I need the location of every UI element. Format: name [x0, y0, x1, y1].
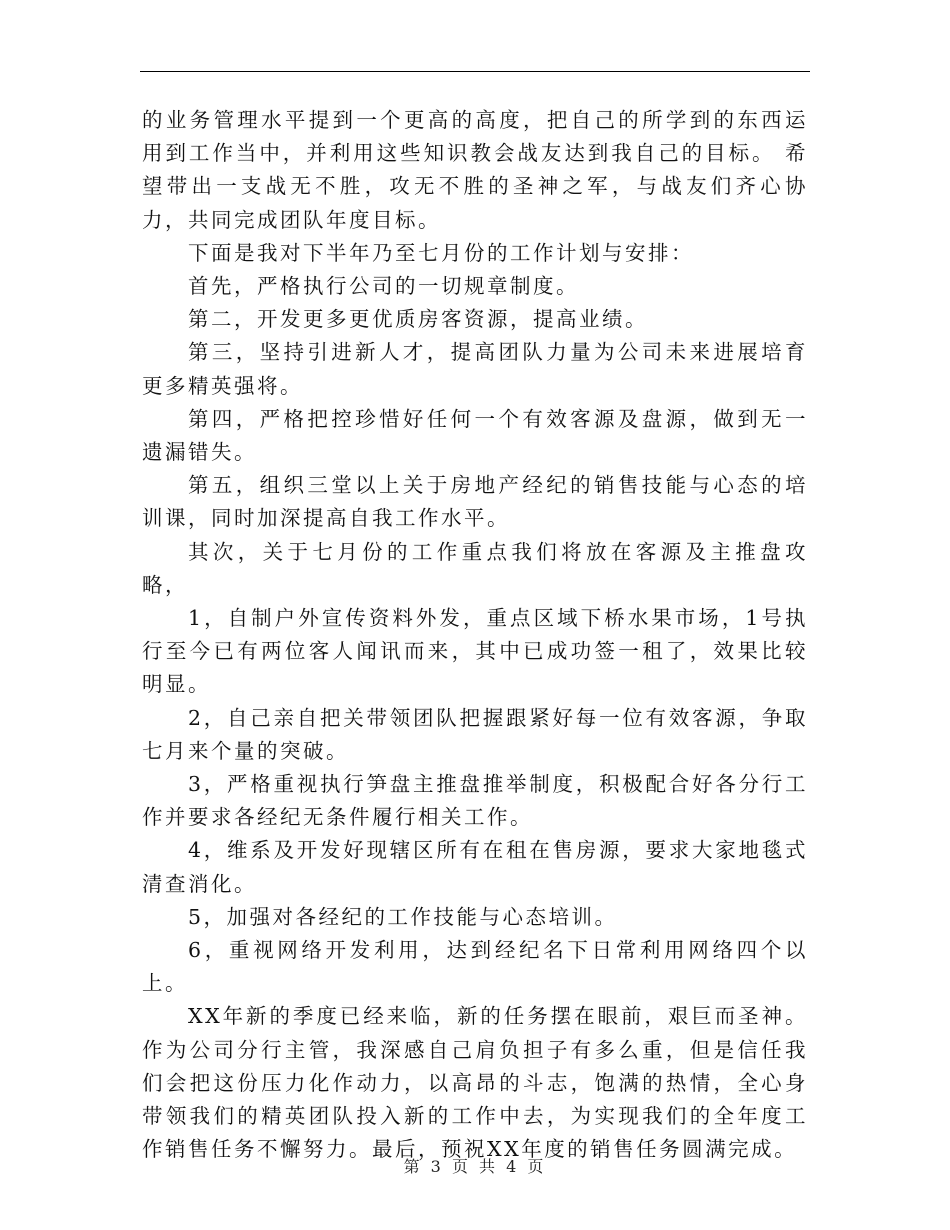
paragraph-9: 1，自制户外宣传资料外发，重点区域下桥水果市场，1号执行至今已有两位客人闻讯而来，其中已成功签一租了，效果比较明显。 [142, 606, 808, 697]
paragraph-10: 2，自己亲自把关带领团队把握跟紧好每一位有效客源，争取七月来个量的突破。 [142, 705, 808, 763]
paragraph-5: 第三，坚持引进新人才，提高团队力量为公司未来进展培育更多精英强将。 [142, 340, 808, 398]
paragraph-3: 首先，严格执行公司的一切规章制度。 [188, 274, 579, 299]
paragraph-8: 其次，关于七月份的工作重点我们将放在客源及主推盘攻略， [142, 539, 808, 597]
paragraph-14: 6，重视网络开发利用，达到经纪名下日常利用网络四个以上。 [142, 938, 808, 996]
paragraph-1: 的业务管理水平提到一个更高的高度，把自己的所学到的东西运用到工作当中，并利用这些知识教会战友达到我自己的目标。 希望带出一支战无不胜，攻无不胜的圣神之军，与战友们齐心协力，共同完成团队年度目标。 [142, 108, 808, 232]
paragraph-15: XX年新的季度已经来临，新的任务摆在眼前，艰巨而圣神。作为公司分行主管，我深感自己肩负担子有多么重，但是信任我们会把这份压力化作动力，以高昂的斗志，饱满的热情，全心身带领我们的精英团队投入新的工作中去，为实现我们的全年度工作销售任务不懈努力。最后，预祝XX年度的销售任务圆满完成。 [142, 1004, 808, 1162]
paragraph-4: 第二，开发更多更优质房客资源，提高业绩。 [188, 307, 648, 332]
document-body [142, 104, 808, 1167]
header-rule [140, 71, 810, 72]
paragraph-2: 下面是我对下半年乃至七月份的工作计划与安排： [188, 240, 694, 265]
paragraph-11: 3，严格重视执行笋盘主推盘推举制度，积极配合好各分行工作并要求各经纪无条件履行相关工作。 [142, 772, 808, 830]
paragraph-7: 第五，组织三堂以上关于房地产经纪的销售技能与心态的培训课，同时加深提高自我工作水平。 [142, 473, 808, 531]
paragraph-13: 5，加强对各经纪的工作技能与心态培训。 [188, 904, 618, 929]
paragraph-12: 4，维系及开发好现辖区所有在租在售房源，要求大家地毯式清查消化。 [142, 838, 808, 896]
page-number-footer: 第 3 页 共 4 页 [403, 1157, 547, 1176]
paragraph-6: 第四，严格把控珍惜好任何一个有效客源及盘源，做到无一遗漏错失。 [142, 406, 808, 465]
